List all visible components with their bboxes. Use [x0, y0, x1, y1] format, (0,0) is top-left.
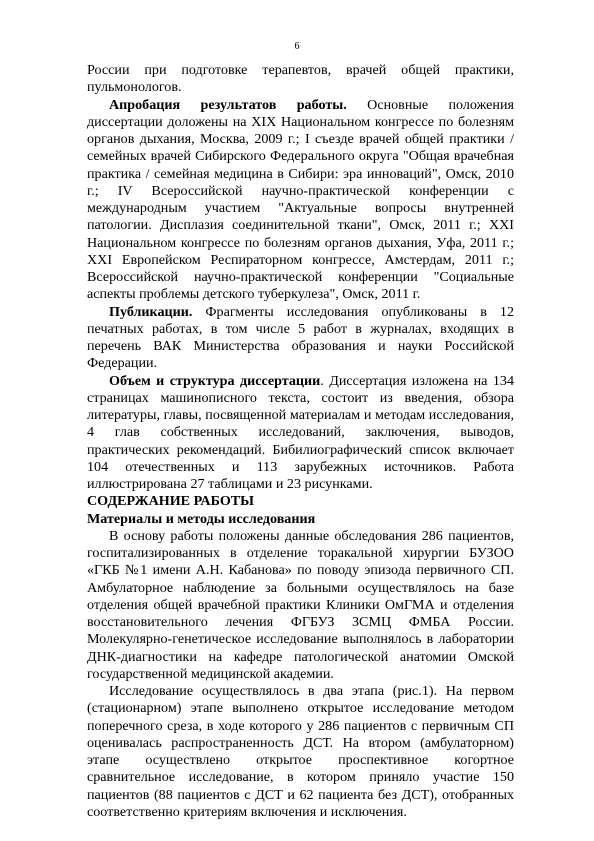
publications-title: Публикации.: [109, 303, 193, 320]
approbation-title: Апробация результатов работы.: [109, 96, 347, 113]
paragraph-publications: [87, 304, 514, 373]
paragraph-stages: Исследование осуществлялось в два этапа (рис.1). На первом (стационарном) этапе выполнено открытое исследование методом поперечного среза, в ходе которого у 286 пациентов с первичным СП оценивалась распространенность ДСТ. На втором (амбулаторном) этапе осуществлено открытое проспективное когортное сравнительное исследование, в котором приняло участие 150 пациентов (88 пациентов с ДСТ и 62 пациента без ДСТ), отобранных соответственно критериям включения и исключения.: [87, 683, 514, 820]
paragraph-structure: [87, 373, 514, 494]
subsection-heading: Материалы и методы исследования: [87, 510, 316, 527]
page-body: [87, 62, 514, 821]
publications-text: Фрагменты исследования опубликованы в 12 печатных работах, в том числе 5 работ в журналах, входящих в перечень ВАК Министерства образования и науки Российской Федерации.: [87, 303, 514, 372]
section-heading: СОДЕРЖАНИЕ РАБОТЫ: [87, 493, 255, 510]
approbation-text: Основные положения диссертации доложены на XIX Национальном конгрессе по болезням органов дыхания, Москва, 2009 г.; I съезде врачей общей практики / семейных врачей Сибирского Федерального округа "Общая врачебная практика / семейная медицина в Сибири: эра инноваций", Омск, 2010 г.; IV Всероссийской научно-практической конференции с международным участием "Актуальные вопросы внутренней патологии. Дисплазия соединительной ткани", Омск, 2011 г.; XXI Национальном конгрессе по болезням органов дыхания, Уфа, 2011 г.; XXI Европейском Респираторном конгрессе, Амстердам, 2011 г.; Всероссийской научно-практической конференции "Социальные аспекты проблемы детского туберкулеза", Омск, 2011 г.: [87, 96, 514, 303]
paragraph-methods: В основу работы положены данные обследования 286 пациентов, госпитализированных в отделение торакальной хирургии БУЗОО «ГКБ №1 имени А.Н. Кабанова» по поводу эпизода первичного СП. Амбулаторное наблюдение за больными осуществлялось на базе отделения общей врачебной практики Клиники ОмГМА и отделения восстановительного лечения ФГБУЗ ЗСМЦ ФМБА России. Молекулярно-генетическое исследование выполнялось в лаборатории ДНК-диагностики на кафедре патологической анатомии Омской государственной медицинской академии.: [87, 527, 514, 682]
structure-title: Объем и структура диссертации: [109, 372, 321, 389]
paragraph-approbation: [87, 97, 514, 304]
paragraph-intro: России при подготовке терапевтов, врачей общей практики, пульмонологов.: [87, 62, 514, 96]
page-number: 6: [294, 41, 300, 52]
structure-text: . Диссертация изложена на 134 страницах машинописного текста, состоит из введения, обзора литературы, главы, посвященной материалам и методам исследования, 4 глав собственных исследований, заключения, выводов, практических рекомендаций. Бибилиографический список включает 104 отечественных и 113 зарубежных источников. Работа иллюстрирована 27 таблицами и 23 рисунками.: [87, 372, 514, 492]
